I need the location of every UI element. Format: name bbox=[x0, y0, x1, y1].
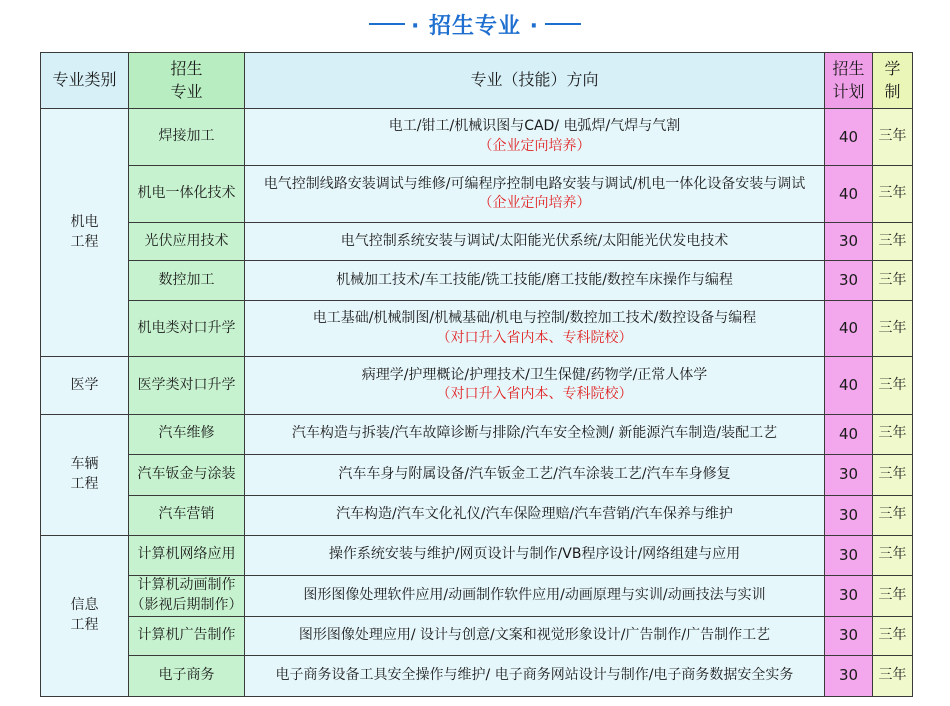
category-name-line2: 工程 bbox=[70, 233, 99, 250]
plan-cell: 30 bbox=[825, 535, 873, 575]
plan-cell: 30 bbox=[825, 575, 873, 616]
direction-cell: 汽车车身与附属设备/汽车钣金工艺/汽车涂装工艺/汽车车身修复 bbox=[245, 454, 825, 495]
direction-cell: 操作系统安装与维护/网页设计与制作/VB程序设计/网络组建与应用 bbox=[245, 535, 825, 575]
years-cell: 三年 bbox=[873, 575, 913, 616]
direction-cell bbox=[245, 166, 825, 223]
header-major-line1: 招生 bbox=[170, 59, 203, 79]
years-cell: 三年 bbox=[873, 535, 913, 575]
direction-cell: 图形图像处理应用/ 设计与创意/文案和视觉形象设计/广告制作/广告制作工艺 bbox=[245, 616, 825, 655]
direction-cell: 电子商务设备工具安全操作与维护/ 电子商务网站设计与制作/电子商务数据安全实务 bbox=[245, 655, 825, 696]
table-row bbox=[41, 535, 913, 575]
header-years-line2: 制 bbox=[884, 81, 901, 101]
category-name-line1: 机电 bbox=[70, 214, 99, 231]
major-cell: 汽车维修 bbox=[129, 414, 245, 454]
category-name-line1: 信息 bbox=[70, 597, 99, 614]
years-cell: 三年 bbox=[873, 261, 913, 301]
plan-cell: 30 bbox=[825, 655, 873, 696]
major-cell: 数控加工 bbox=[129, 261, 245, 301]
years-cell: 三年 bbox=[873, 655, 913, 696]
category-cell bbox=[41, 414, 129, 535]
header-plan-line1: 招生 bbox=[832, 59, 865, 79]
table-row bbox=[41, 616, 913, 655]
table-row bbox=[41, 301, 913, 357]
title-right-rule bbox=[545, 23, 581, 25]
years-cell: 三年 bbox=[873, 414, 913, 454]
category-cell bbox=[41, 535, 129, 696]
plan-cell: 40 bbox=[825, 301, 873, 357]
page-title-text: · 招生专业 · bbox=[410, 13, 540, 39]
category-name-line1: 车辆 bbox=[70, 456, 99, 472]
direction-cell: 图形图像处理软件应用/动画制作软件应用/动画原理与实训/动画技法与实训 bbox=[245, 575, 825, 616]
direction-cell bbox=[245, 109, 825, 166]
table-row bbox=[41, 109, 913, 166]
years-cell: 三年 bbox=[873, 495, 913, 535]
direction-note: （对口升入省内本、专科院校） bbox=[436, 329, 633, 346]
category-cell bbox=[41, 357, 129, 414]
major-cell: 计算机广告制作 bbox=[129, 616, 245, 655]
major-line1: 计算机动画制作 bbox=[137, 577, 236, 594]
plan-cell: 30 bbox=[825, 454, 873, 495]
category-cell bbox=[41, 109, 129, 357]
table-row bbox=[41, 655, 913, 696]
table-row bbox=[41, 495, 913, 535]
direction-cell: 电气控制系统安装与调试/太阳能光伏系统/太阳能光伏发电技术 bbox=[245, 223, 825, 261]
direction-cell: 汽车构造/汽车文化礼仪/汽车保险理赔/汽车营销/汽车保养与维护 bbox=[245, 495, 825, 535]
major-cell: 汽车钣金与涂装 bbox=[129, 454, 245, 495]
direction-note: （企业定向培养） bbox=[478, 138, 591, 155]
table-row bbox=[41, 357, 913, 414]
plan-cell: 40 bbox=[825, 357, 873, 414]
years-cell: 三年 bbox=[873, 616, 913, 655]
major-cell: 电子商务 bbox=[129, 655, 245, 696]
table-row bbox=[41, 454, 913, 495]
major-cell: 机电类对口升学 bbox=[129, 301, 245, 357]
direction-text: 电气控制线路安装调试与维修/可编程序控制电路安装与调试/机电一体化设备安装与调试 bbox=[263, 175, 806, 192]
header-years bbox=[873, 53, 913, 109]
header-major bbox=[129, 53, 245, 109]
plan-cell: 40 bbox=[825, 166, 873, 223]
major-cell: 光伏应用技术 bbox=[129, 223, 245, 261]
plan-cell: 30 bbox=[825, 261, 873, 301]
page-title bbox=[0, 6, 950, 42]
header-major-line2: 专业 bbox=[170, 81, 203, 101]
table-row bbox=[41, 575, 913, 616]
admissions-table bbox=[40, 52, 913, 697]
years-cell: 三年 bbox=[873, 223, 913, 261]
header-plan-line2: 计划 bbox=[832, 81, 865, 101]
plan-cell: 30 bbox=[825, 616, 873, 655]
direction-text: 病理学/护理概论/护理技术/卫生保健/药物学/正常人体学 bbox=[361, 366, 708, 383]
direction-cell: 机械加工技术/车工技能/铣工技能/磨工技能/数控车床操作与编程 bbox=[245, 261, 825, 301]
plan-cell: 40 bbox=[825, 414, 873, 454]
table-row bbox=[41, 223, 913, 261]
header-plan bbox=[825, 53, 873, 109]
major-cell bbox=[129, 575, 245, 616]
major-cell: 医学类对口升学 bbox=[129, 357, 245, 414]
major-cell: 计算机网络应用 bbox=[129, 535, 245, 575]
direction-cell: 汽车构造与拆装/汽车故障诊断与排除/汽车安全检测/ 新能源汽车制造/装配工艺 bbox=[245, 414, 825, 454]
major-line2: （影视后期制作） bbox=[130, 596, 243, 613]
plan-cell: 40 bbox=[825, 109, 873, 166]
direction-cell bbox=[245, 301, 825, 357]
direction-text: 电工基础/机械制图/机械基础/机电与控制/数控加工技术/数控设备与编程 bbox=[312, 310, 757, 327]
major-cell: 焊接加工 bbox=[129, 109, 245, 166]
category-name-line1: 医学 bbox=[70, 376, 99, 393]
direction-note: （对口升入省内本、专科院校） bbox=[436, 386, 633, 403]
years-cell: 三年 bbox=[873, 109, 913, 166]
plan-cell: 30 bbox=[825, 495, 873, 535]
header-years-line1: 学 bbox=[884, 59, 901, 79]
table-row bbox=[41, 261, 913, 301]
header-row bbox=[41, 53, 913, 109]
years-cell: 三年 bbox=[873, 454, 913, 495]
years-cell: 三年 bbox=[873, 166, 913, 223]
major-cell: 机电一体化技术 bbox=[129, 166, 245, 223]
category-name-line2: 工程 bbox=[70, 475, 99, 492]
direction-note: （企业定向培养） bbox=[478, 195, 591, 212]
years-cell: 三年 bbox=[873, 357, 913, 414]
header-direction: 专业（技能）方向 bbox=[245, 53, 825, 109]
table-row bbox=[41, 414, 913, 454]
category-name-line2: 工程 bbox=[70, 616, 99, 633]
direction-text: 电工/钳工/机械识图与CAD/ 电弧焊/气焊与气割 bbox=[388, 118, 681, 135]
title-left-rule bbox=[369, 23, 405, 25]
plan-cell: 30 bbox=[825, 223, 873, 261]
major-cell: 汽车营销 bbox=[129, 495, 245, 535]
header-category: 专业类别 bbox=[41, 53, 129, 109]
years-cell: 三年 bbox=[873, 301, 913, 357]
direction-cell bbox=[245, 357, 825, 414]
table-row bbox=[41, 166, 913, 223]
